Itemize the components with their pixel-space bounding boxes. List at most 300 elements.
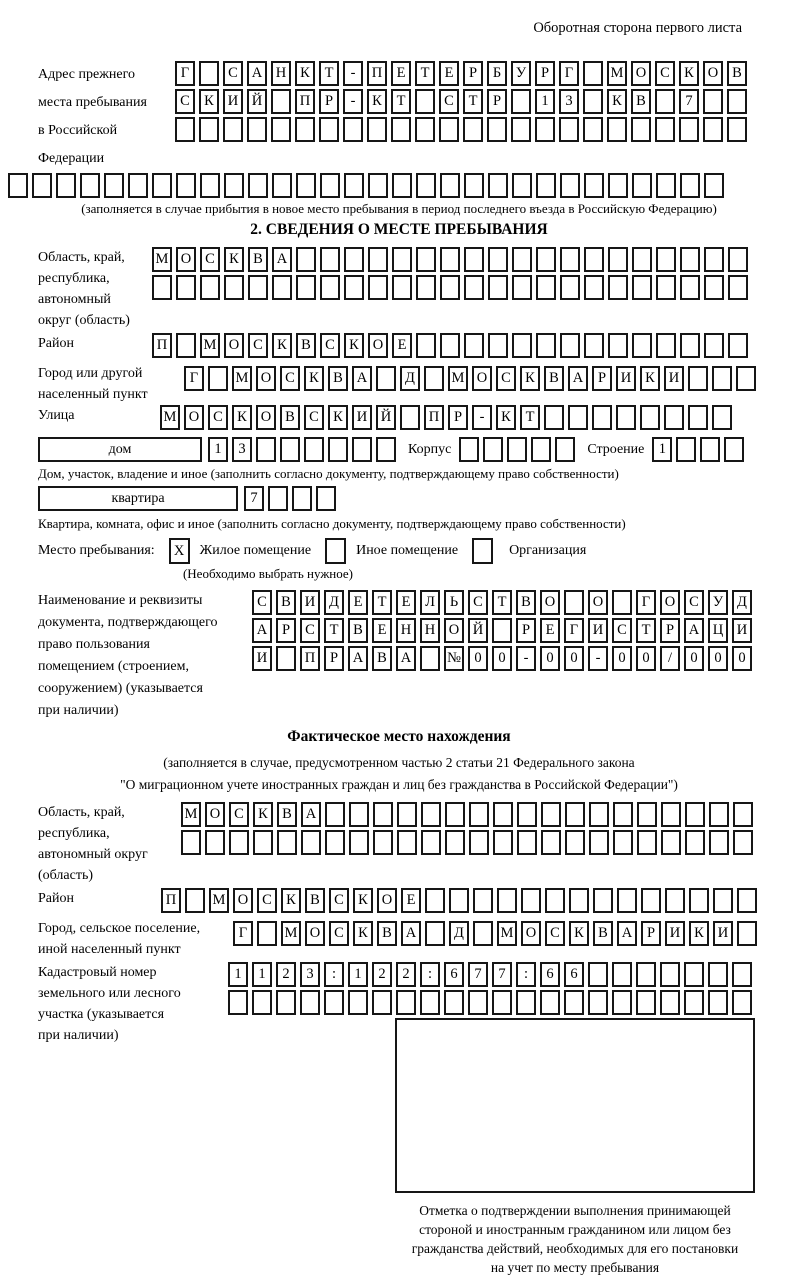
form-cell: Т <box>520 405 540 430</box>
stamp-box <box>395 1018 755 1193</box>
form-cell: С <box>304 405 324 430</box>
form-cell: П <box>300 646 320 671</box>
form-cell: К <box>295 61 315 86</box>
form-cell: С <box>300 618 320 643</box>
form-cell <box>712 405 732 430</box>
form-cell: Ц <box>708 618 728 643</box>
form-cell <box>541 830 561 855</box>
form-cell: Т <box>415 61 435 86</box>
form-cell <box>324 990 344 1015</box>
form-cell: К <box>281 888 301 913</box>
form-cell <box>372 990 392 1015</box>
form-cell <box>152 173 172 198</box>
form-cell: : <box>324 962 344 987</box>
label-line: автономный округ <box>38 847 148 862</box>
document-field <box>38 590 760 722</box>
form-cell: 6 <box>564 962 584 987</box>
label-line: Кадастровый номер <box>38 965 157 980</box>
stay-type-label: Место пребывания: <box>38 543 155 558</box>
page-side-note: Оборотная сторона первого листа <box>533 20 742 36</box>
form-cell <box>415 117 435 142</box>
form-cell <box>276 646 296 671</box>
stay-option-residential-checkbox <box>169 538 190 564</box>
form-cell <box>684 990 704 1015</box>
form-cell: С <box>655 61 675 86</box>
form-cell <box>271 117 291 142</box>
form-cell <box>636 990 656 1015</box>
form-cell: А <box>617 921 637 946</box>
form-cell: 0 <box>732 646 752 671</box>
form-cell <box>176 333 196 358</box>
form-cell: Р <box>535 61 555 86</box>
form-cell <box>325 538 346 564</box>
form-cell <box>517 802 537 827</box>
form-cell <box>392 275 412 300</box>
form-cell <box>352 437 372 462</box>
section2-title: 2. СВЕДЕНИЯ О МЕСТЕ ПРЕБЫВАНИЯ <box>250 221 548 238</box>
form-cell: С <box>684 590 704 615</box>
form-cell: Г <box>636 590 656 615</box>
form-cell: Т <box>636 618 656 643</box>
form-cell <box>445 802 465 827</box>
region-grid <box>152 247 752 303</box>
form-cell: С <box>545 921 565 946</box>
form-cell: В <box>276 590 296 615</box>
form-cell: Т <box>463 89 483 114</box>
form-cell: О <box>256 366 276 391</box>
form-cell: В <box>248 247 268 272</box>
form-cell <box>493 830 513 855</box>
form-cell <box>560 275 580 300</box>
form-cell <box>637 802 657 827</box>
form-cell: Р <box>592 366 612 391</box>
form-cell <box>425 921 445 946</box>
form-cell <box>497 888 517 913</box>
form-cell <box>296 275 316 300</box>
stay-option-other-label: Иное помещение <box>356 543 459 558</box>
form-cell <box>584 333 604 358</box>
form-cell <box>440 247 460 272</box>
form-cell: Е <box>540 618 560 643</box>
form-cell: С <box>496 366 516 391</box>
form-cell: С <box>329 921 349 946</box>
stay-option-organization-checkbox <box>472 538 493 564</box>
form-cell: К <box>328 405 348 430</box>
label-line: республика, <box>38 271 110 286</box>
form-cell <box>588 962 608 987</box>
form-cell <box>488 333 508 358</box>
korpus-label: Корпус <box>408 442 452 457</box>
form-cell: В <box>372 646 392 671</box>
form-cell <box>680 173 700 198</box>
form-cell <box>612 962 632 987</box>
form-cell <box>483 437 503 462</box>
form-cell: С <box>229 802 249 827</box>
form-cell: К <box>353 921 373 946</box>
form-cell <box>703 117 723 142</box>
label-line: земельного или лесного <box>38 986 181 1001</box>
previous-address-overflow-row <box>8 173 760 198</box>
form-cell: 0 <box>636 646 656 671</box>
form-cell <box>737 888 757 913</box>
form-cell <box>493 802 513 827</box>
form-cell: Г <box>184 366 204 391</box>
form-cell <box>631 117 651 142</box>
form-cell <box>661 830 681 855</box>
form-cell <box>368 247 388 272</box>
grid-row <box>175 117 751 142</box>
form-cell <box>568 405 588 430</box>
form-cell <box>415 89 435 114</box>
form-cell <box>608 275 628 300</box>
actual-region-grid <box>181 802 757 858</box>
form-cell <box>641 888 661 913</box>
form-cell: Г <box>233 921 253 946</box>
form-cell <box>507 437 527 462</box>
form-cell: О <box>521 921 541 946</box>
cadastral-label <box>38 962 228 1046</box>
form-cell <box>449 888 469 913</box>
form-cell <box>583 89 603 114</box>
form-cell <box>632 275 652 300</box>
form-cell: О <box>184 405 204 430</box>
form-cell: Н <box>396 618 416 643</box>
form-cell <box>277 830 297 855</box>
form-cell: Д <box>324 590 344 615</box>
label-line: (область) <box>38 868 94 883</box>
form-cell: П <box>367 61 387 86</box>
form-cell <box>200 173 220 198</box>
label-line: при наличии) <box>38 703 119 718</box>
stay-option-organization-label: Организация <box>509 543 587 558</box>
form-cell <box>464 173 484 198</box>
label-line: стороной и иностранным гражданином или лицом без <box>419 1222 731 1237</box>
form-cell <box>613 830 633 855</box>
house-caption: Дом, участок, владение и иное (заполнить согласно документу, подтверждающему право собственности) <box>38 466 619 481</box>
label-line: на учет по месту пребывания <box>490 1260 660 1275</box>
form-cell: Б <box>487 61 507 86</box>
form-cell <box>368 275 388 300</box>
form-cell <box>727 89 747 114</box>
previous-address-caption: (заполняется в случае прибытия в новое место пребывания в период последнего въезда в Российскую Федерацию) <box>81 201 717 216</box>
form-cell: К <box>344 333 364 358</box>
form-cell <box>276 990 296 1015</box>
label-line: Город или другой <box>38 366 143 381</box>
form-cell <box>688 405 708 430</box>
form-cell <box>589 830 609 855</box>
form-cell: 2 <box>396 962 416 987</box>
form-cell: М <box>200 333 220 358</box>
form-cell: М <box>497 921 517 946</box>
form-cell: / <box>660 646 680 671</box>
form-cell <box>685 830 705 855</box>
actual-district-field <box>38 888 760 916</box>
form-cell: В <box>348 618 368 643</box>
form-cell <box>440 333 460 358</box>
form-cell <box>713 888 733 913</box>
label-line: сооружением) (указывается <box>38 681 203 696</box>
form-cell <box>488 173 508 198</box>
form-cell <box>420 990 440 1015</box>
form-cell <box>565 802 585 827</box>
form-cell: А <box>301 802 321 827</box>
form-cell: И <box>664 366 684 391</box>
form-cell <box>319 117 339 142</box>
form-cell <box>469 802 489 827</box>
form-cell: А <box>684 618 704 643</box>
form-cell: Г <box>175 61 195 86</box>
form-cell: П <box>161 888 181 913</box>
form-cell <box>416 275 436 300</box>
form-cell: Е <box>348 590 368 615</box>
form-cell: М <box>232 366 252 391</box>
form-cell <box>703 89 723 114</box>
stroenie-label: Строение <box>587 442 645 457</box>
actual-city-field <box>38 918 760 960</box>
form-cell: № <box>444 646 464 671</box>
document-grid <box>252 590 756 674</box>
form-cell <box>728 247 748 272</box>
form-cell: И <box>732 618 752 643</box>
form-cell: 1 <box>228 962 248 987</box>
form-cell <box>176 275 196 300</box>
form-cell <box>733 802 753 827</box>
form-cell: 0 <box>468 646 488 671</box>
form-cell: К <box>689 921 709 946</box>
form-cell <box>316 486 336 511</box>
form-cell: - <box>343 89 363 114</box>
grid-row <box>152 247 752 272</box>
grid-row <box>252 618 756 643</box>
form-cell <box>272 173 292 198</box>
previous-address-label <box>38 61 175 173</box>
form-cell <box>320 275 340 300</box>
form-cell: Р <box>487 89 507 114</box>
form-cell: К <box>569 921 589 946</box>
form-cell <box>564 590 584 615</box>
form-cell: К <box>607 89 627 114</box>
form-cell <box>640 405 660 430</box>
form-cell: X <box>169 538 190 564</box>
form-cell <box>176 173 196 198</box>
form-cell <box>440 275 460 300</box>
form-cell <box>400 405 420 430</box>
form-cell <box>608 247 628 272</box>
form-cell <box>511 89 531 114</box>
stay-type-row <box>38 538 760 564</box>
district-field <box>38 333 760 361</box>
form-cell <box>376 366 396 391</box>
form-cell: О <box>472 366 492 391</box>
form-cell <box>655 89 675 114</box>
form-cell: А <box>252 618 272 643</box>
region-field <box>38 247 760 331</box>
form-cell <box>704 173 724 198</box>
form-cell: М <box>281 921 301 946</box>
form-cell <box>616 405 636 430</box>
form-cell: Т <box>492 590 512 615</box>
form-cell: Л <box>420 590 440 615</box>
form-cell: Т <box>372 590 392 615</box>
form-cell: 2 <box>276 962 296 987</box>
form-cell: С <box>252 590 272 615</box>
form-cell <box>472 538 493 564</box>
form-cell: С <box>439 89 459 114</box>
form-cell <box>512 333 532 358</box>
form-cell <box>256 437 276 462</box>
form-cell <box>736 366 756 391</box>
form-cell: 3 <box>300 962 320 987</box>
form-cell <box>268 486 288 511</box>
label-line: Область, край, <box>38 805 125 820</box>
form-cell: О <box>368 333 388 358</box>
form-cell: В <box>727 61 747 86</box>
form-cell: В <box>544 366 564 391</box>
form-cell <box>569 888 589 913</box>
form-cell <box>492 990 512 1015</box>
form-cell <box>632 247 652 272</box>
form-cell: К <box>367 89 387 114</box>
form-cell <box>295 117 315 142</box>
form-cell <box>468 990 488 1015</box>
form-cell <box>656 275 676 300</box>
form-cell <box>517 830 537 855</box>
form-cell <box>104 173 124 198</box>
form-cell: С <box>223 61 243 86</box>
form-cell <box>679 117 699 142</box>
form-cell <box>292 486 312 511</box>
form-cell: Т <box>319 61 339 86</box>
label-line: Федерации <box>38 151 105 166</box>
form-cell: М <box>181 802 201 827</box>
form-cell <box>733 830 753 855</box>
form-cell: 1 <box>652 437 672 462</box>
form-cell <box>492 618 512 643</box>
form-cell <box>584 173 604 198</box>
form-cell <box>208 366 228 391</box>
form-cell <box>420 646 440 671</box>
form-cell: О <box>588 590 608 615</box>
city-field <box>38 363 760 405</box>
form-cell: К <box>304 366 324 391</box>
form-cell <box>516 990 536 1015</box>
form-cell <box>564 990 584 1015</box>
form-cell <box>689 888 709 913</box>
grid-row <box>181 830 757 855</box>
form-cell <box>656 173 676 198</box>
form-cell: К <box>272 333 292 358</box>
form-cell: Г <box>564 618 584 643</box>
form-cell: С <box>329 888 349 913</box>
form-cell <box>373 802 393 827</box>
form-cell: : <box>516 962 536 987</box>
form-cell <box>228 990 248 1015</box>
form-cell <box>349 830 369 855</box>
form-cell <box>181 830 201 855</box>
form-cell <box>732 962 752 987</box>
form-cell: 7 <box>492 962 512 987</box>
form-cell <box>607 117 627 142</box>
form-cell <box>584 247 604 272</box>
actual-region-label <box>38 802 181 886</box>
form-cell <box>300 990 320 1015</box>
form-cell <box>272 275 292 300</box>
form-cell <box>565 830 585 855</box>
previous-address-grid <box>175 61 751 145</box>
form-cell: - <box>343 61 363 86</box>
form-cell <box>416 247 436 272</box>
form-cell <box>656 247 676 272</box>
form-cell: О <box>224 333 244 358</box>
form-cell <box>665 888 685 913</box>
form-cell: В <box>377 921 397 946</box>
form-cell: К <box>232 405 252 430</box>
form-cell <box>391 117 411 142</box>
form-cell: 1 <box>535 89 555 114</box>
form-cell <box>325 802 345 827</box>
form-cell <box>152 275 172 300</box>
cadastral-grid <box>228 962 756 1018</box>
form-cell: 7 <box>468 962 488 987</box>
form-cell: Р <box>516 618 536 643</box>
label-line: гражданства действий, необходимых для его постановки <box>411 1241 739 1256</box>
form-cell: А <box>352 366 372 391</box>
form-cell <box>200 275 220 300</box>
form-cell <box>421 830 441 855</box>
form-cell: В <box>631 89 651 114</box>
house-box: дом <box>38 437 202 462</box>
form-cell <box>531 437 551 462</box>
label-line: республика, <box>38 826 110 841</box>
form-cell: Т <box>324 618 344 643</box>
form-cell <box>445 830 465 855</box>
form-cell <box>271 89 291 114</box>
grid-row <box>152 275 752 300</box>
grid-row <box>181 802 757 827</box>
grid-row <box>175 89 751 114</box>
form-cell <box>559 117 579 142</box>
form-cell: С <box>257 888 277 913</box>
label-line: при наличии) <box>38 1028 119 1043</box>
form-cell: О <box>444 618 464 643</box>
form-cell <box>348 990 368 1015</box>
form-cell <box>296 247 316 272</box>
form-cell: Р <box>641 921 661 946</box>
label-line: автономный <box>38 292 111 307</box>
form-cell: 0 <box>708 646 728 671</box>
form-cell <box>488 275 508 300</box>
form-cell <box>344 247 364 272</box>
form-cell: К <box>253 802 273 827</box>
form-cell <box>536 247 556 272</box>
form-cell: К <box>199 89 219 114</box>
form-cell: И <box>223 89 243 114</box>
form-cell: О <box>377 888 397 913</box>
form-cell <box>397 830 417 855</box>
form-cell: А <box>396 646 416 671</box>
form-cell <box>473 888 493 913</box>
form-cell: А <box>401 921 421 946</box>
form-cell <box>512 173 532 198</box>
form-cell <box>473 921 493 946</box>
form-cell: К <box>520 366 540 391</box>
form-cell <box>704 247 724 272</box>
apartment-box: квартира <box>38 486 238 511</box>
label-line: населенный пункт <box>38 387 148 402</box>
form-cell <box>205 830 225 855</box>
form-cell <box>376 437 396 462</box>
street-field <box>38 405 760 433</box>
